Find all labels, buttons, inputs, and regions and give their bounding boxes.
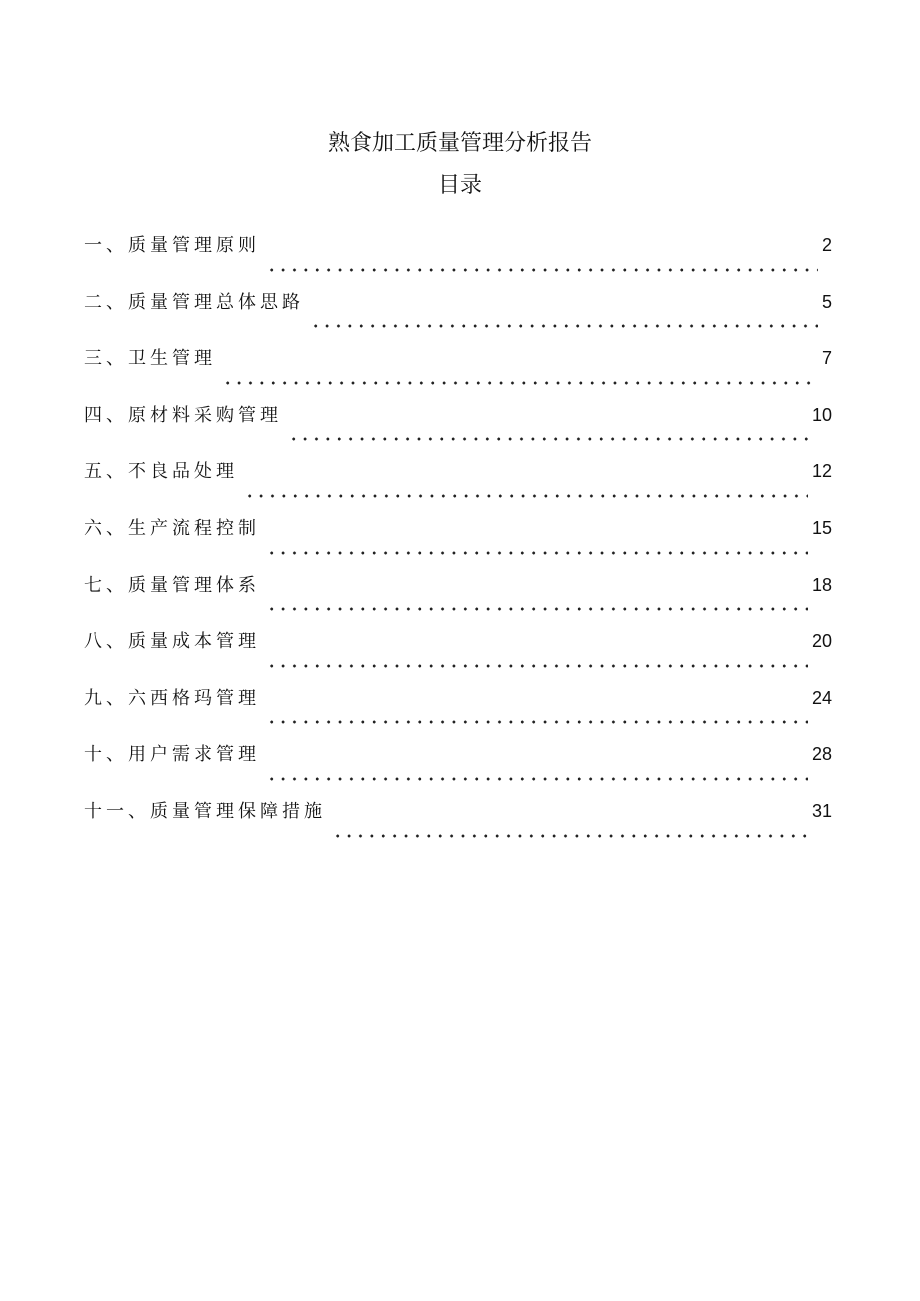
toc-heading: 目录 <box>437 173 482 198</box>
toc-dot-leader <box>222 364 818 386</box>
toc-entry-label: 四、原材料采购管理 <box>84 404 282 426</box>
toc-page-number: 20 <box>811 631 832 652</box>
toc-entry[interactable] <box>84 230 832 287</box>
toc-dot-leader <box>266 703 808 725</box>
toc-page-number: 18 <box>811 574 832 595</box>
toc-entry[interactable] <box>84 683 832 740</box>
toc-entry[interactable] <box>84 739 832 796</box>
toc-page-number: 10 <box>811 404 832 425</box>
toc-page-number: 2 <box>821 235 832 255</box>
toc-page-number: 15 <box>811 517 832 538</box>
toc-page-number: 7 <box>821 348 832 369</box>
toc-page-number: 28 <box>811 744 832 765</box>
toc-entry[interactable] <box>84 287 832 344</box>
toc-page-number: 5 <box>821 291 832 312</box>
toc-entry[interactable] <box>84 796 832 853</box>
toc-entry[interactable] <box>84 570 832 627</box>
toc-entry-label: 九、六西格玛管理 <box>84 687 260 709</box>
toc-entry-label: 一、质量管理原则 <box>84 235 260 256</box>
toc-entry-label: 三、卫生管理 <box>84 348 216 370</box>
toc-dot-leader <box>266 590 808 612</box>
toc-page-number: 12 <box>811 461 832 482</box>
toc-entry[interactable] <box>84 626 832 683</box>
toc-entry-label: 十一、质量管理保障措施 <box>84 800 326 822</box>
toc-page-number: 31 <box>811 800 832 821</box>
toc-entry-label: 五、不良品处理 <box>84 461 238 483</box>
toc-dot-leader <box>266 647 808 669</box>
toc-dot-leader <box>266 251 818 273</box>
toc-page-number: 24 <box>811 687 832 708</box>
toc-entry-label: 七、质量管理体系 <box>84 574 260 596</box>
toc-dot-leader <box>244 477 808 499</box>
toc-entry-label: 十、用户需求管理 <box>84 744 260 766</box>
toc-entry-label: 八、质量成本管理 <box>84 631 260 653</box>
toc-dot-leader <box>332 817 808 839</box>
toc-entry[interactable] <box>84 343 832 400</box>
toc-dot-leader <box>288 420 808 442</box>
toc-entry[interactable] <box>84 513 832 570</box>
toc-entry[interactable] <box>84 456 832 513</box>
table-of-contents <box>84 230 832 853</box>
toc-entry[interactable] <box>84 400 832 457</box>
toc-entry-label: 二、质量管理总体思路 <box>84 291 304 313</box>
toc-dot-leader <box>310 307 818 329</box>
toc-dot-leader <box>266 760 808 782</box>
toc-dot-leader <box>266 534 808 556</box>
document-title: 熟食加工质量管理分析报告 <box>327 131 592 156</box>
toc-entry-label: 六、生产流程控制 <box>84 517 260 539</box>
